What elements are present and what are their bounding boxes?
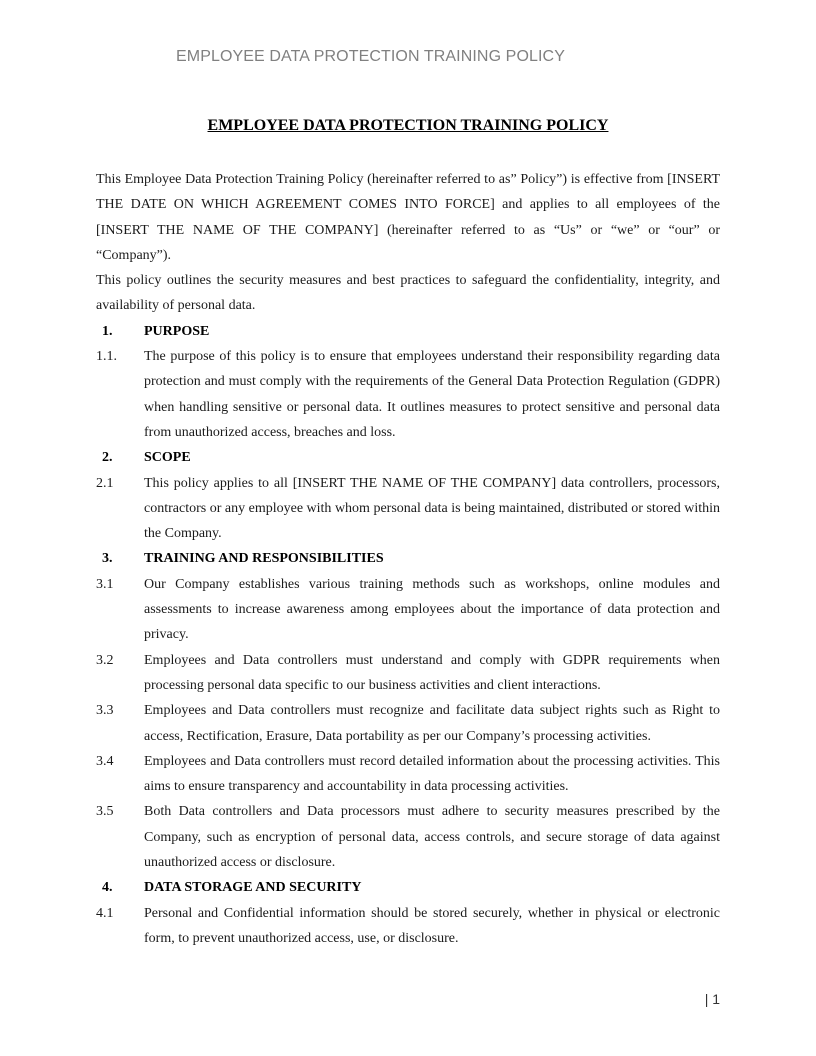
section-title: PURPOSE <box>144 323 210 339</box>
document-title: EMPLOYEE DATA PROTECTION TRAINING POLICY <box>207 117 609 134</box>
clause <box>96 749 720 800</box>
clause <box>96 799 720 875</box>
clause-text: Our Company establishes various training methods such as workshops, online modules and assessments to increase awareness among employees about the importance of data protection and privacy. <box>144 576 720 643</box>
page-number: | 1 <box>704 991 720 1007</box>
section-number: 3. <box>102 551 113 567</box>
section-heading-data-storage <box>96 875 720 900</box>
clause-text: Employees and Data controllers must understand and comply with GDPR requirements when processing personal data specific to our business activities and client interactions. <box>144 652 720 693</box>
clause-text: Both Data controllers and Data processors must adhere to security measures prescribed by the Company, such as encryption of personal data, access controls, and secure storage of data against unauthorized access or disclosure. <box>144 804 720 871</box>
section-heading-training <box>96 546 720 571</box>
running-header: EMPLOYEE DATA PROTECTION TRAINING POLICY <box>176 48 565 65</box>
clause-number: 3.2 <box>96 652 114 668</box>
section-number: 1. <box>102 323 113 339</box>
clause-number: 3.3 <box>96 703 114 719</box>
section-title: DATA STORAGE AND SECURITY <box>144 880 362 896</box>
clause-number: 2.1 <box>96 475 114 491</box>
section-title: TRAINING AND RESPONSIBILITIES <box>144 551 384 567</box>
clause <box>96 901 720 952</box>
document-body <box>96 167 720 951</box>
clause-text: This policy applies to all [INSERT THE NAME OF THE COMPANY] data controllers, processors, contractors or any employee with whom personal data is being maintained, distributed or stored within the Company. <box>144 475 720 542</box>
intro-paragraph: This Employee Data Protection Training Policy (hereinafter referred to as” Policy”) is effective from [INSERT THE DATE ON WHICH AGREEMENT COMES INTO FORCE] and applies to all employees of the [INSERT THE NAME OF THE COMPANY] (hereinafter referred to as “Us” or “we” or “our” or “Company”). <box>96 172 720 263</box>
section-title: SCOPE <box>144 450 191 466</box>
clause <box>96 572 720 648</box>
clause <box>96 344 720 445</box>
clause <box>96 471 720 547</box>
intro-paragraph: This policy outlines the security measures and best practices to safeguard the confidentiality, integrity, and availability of personal data. <box>96 273 720 314</box>
section-number: 2. <box>102 450 113 466</box>
clause-number: 3.1 <box>96 576 114 592</box>
section-heading-scope <box>96 445 720 470</box>
clause-number: 4.1 <box>96 905 114 921</box>
clause <box>96 648 720 699</box>
section-heading-purpose <box>96 319 720 344</box>
clause-text: Employees and Data controllers must record detailed information about the processing activities. This aims to ensure transparency and accountability in data processing activities. <box>144 753 720 795</box>
clause-text: Employees and Data controllers must recognize and facilitate data subject rights such as Right to access, Rectification, Erasure, Data portability as per our Company’s processing activities. <box>144 703 720 744</box>
clause-text: Personal and Confidential information should be stored securely, whether in physical or electronic form, to prevent unauthorized access, use, or disclosure. <box>144 905 720 946</box>
clause-number: 1.1. <box>96 349 117 365</box>
clause <box>96 698 720 749</box>
clause-number: 3.5 <box>96 804 114 820</box>
section-number: 4. <box>102 880 113 896</box>
clause-text: The purpose of this policy is to ensure that employees understand their responsibility regarding data protection and must comply with the requirements of the General Data Protection Regulation (GDPR) when handling sensitive or personal data. It outlines measures to protect sensitive and personal data from unauthorized access, breaches and loss. <box>144 349 720 440</box>
clause-number: 3.4 <box>96 753 114 769</box>
